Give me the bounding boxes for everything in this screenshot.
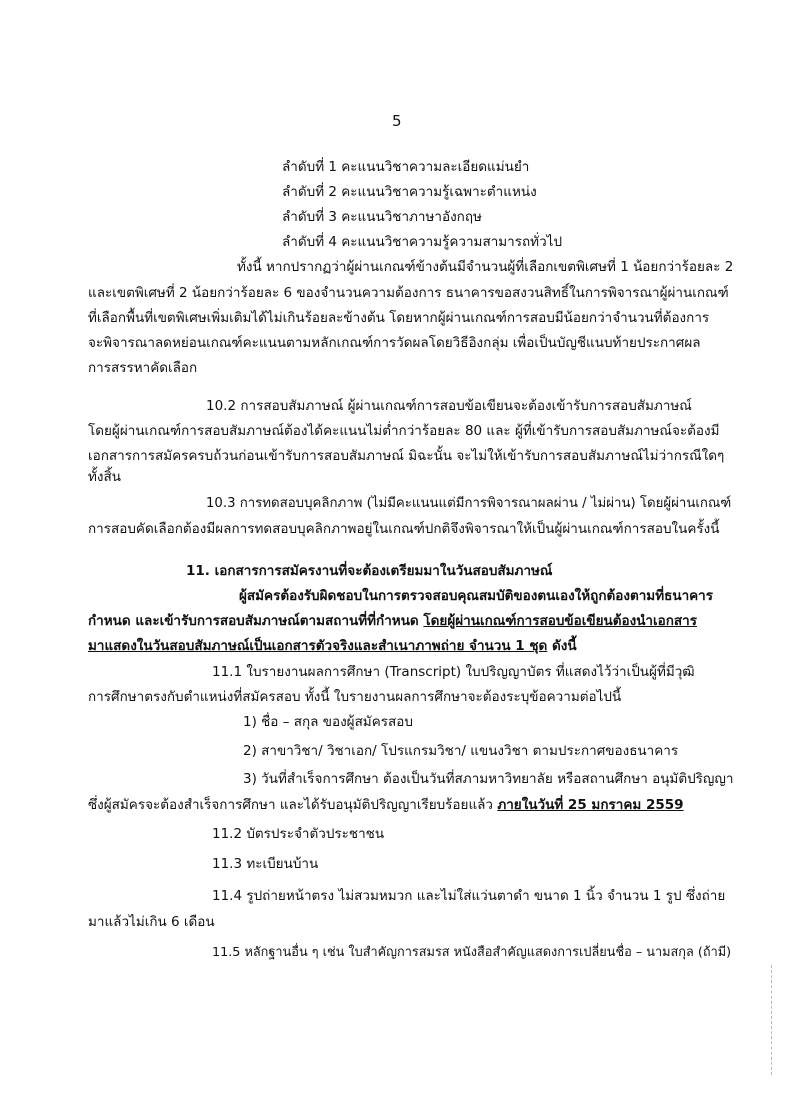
paragraph-line: การสรรหาคัดเลือก <box>88 360 198 376</box>
section-11-2-line: 11.2 บัตรประจำตัวประชาชน <box>212 826 385 842</box>
section-10-2-line: โดยผู้ผ่านเกณฑ์การสอบสัมภาษณ์ต้องได้คะแนนไม่ต่ำกว่าร้อยละ 80 และ ผู้ที่เข้ารับการสอบสัมภาษณ์จะต้องมี <box>88 423 720 439</box>
page-number: 5 <box>392 112 402 130</box>
section-11-underlined-text: มาแสดงในวันสอบสัมภาษณ์เป็นเอกสารตัวจริงและสำเนาภาพถ่าย จำนวน 1 ชุด <box>88 638 548 654</box>
section-11-underlined-text: โดยผู้ผ่านเกณฑ์การสอบข้อเขียนต้องนำเอกสาร <box>423 613 697 629</box>
section-11-line <box>88 637 577 655</box>
paragraph-line: จะพิจารณาลดหย่อนเกณฑ์คะแนนตามหลักเกณฑ์การวัดผลโดยวิธีอิงกลุ่ม เพื่อเป็นบัญชีแนบท้ายประกาศผล <box>88 335 701 351</box>
section-11-4-line: 11.4 รูปถ่ายหน้าตรง ไม่สวมหมวก และไม่ใส่แว่นตาดำ ขนาด 1 นิ้ว จำนวน 1 รูป ซึ่งถ่าย <box>212 888 726 904</box>
item-text: ซึ่งผู้สมัครจะต้องสำเร็จการศึกษา และได้รับอนุมัติปริญญาเรียบร้อยแล้ว <box>88 797 498 813</box>
section-11-text: ดังนี้ <box>547 638 577 654</box>
section-10-3-line: 10.3 การทดสอบบุคลิกภาพ (ไม่มีคะแนนแต่มีการพิจารณาผลผ่าน / ไม่ผ่าน) โดยผู้ผ่านเกณฑ์ <box>206 496 732 511</box>
section-11-3-line: 11.3 ทะเบียนบ้าน <box>212 856 319 872</box>
section-11-5-line: 11.5 หลักฐานอื่น ๆ เช่น ใบสำคัญการสมรส หนังสือสำคัญแสดงการเปลี่ยนชื่อ – นามสกุล (ถ้ามี) <box>212 945 732 960</box>
list-item-continuation <box>88 796 684 814</box>
rank-line: ลำดับที่ 2 คะแนนวิชาความรู้เฉพาะตำแหน่ง <box>282 184 537 200</box>
section-11-heading: 11. เอกสารการสมัครงานที่จะต้องเตรียมมาในวันสอบสัมภาษณ์ <box>186 563 553 579</box>
rank-line: ลำดับที่ 4 คะแนนวิชาความรู้ความสามารถทั่วไป <box>282 234 563 250</box>
rank-line: ลำดับที่ 3 คะแนนวิชาภาษาอังกฤษ <box>282 209 482 225</box>
section-11-1-line: การศึกษาตรงกับตำแหน่งที่สมัครสอบ ทั้งนี้ ใบรายงานผลการศึกษาจะต้องระบุข้อความต่อไปนี้ <box>88 689 622 705</box>
paragraph-line: และเขตพิเศษที่ 2 น้อยกว่าร้อยละ 6 ของจำนวนความต้องการ ธนาคารขอสงวนสิทธิ์ในการพิจารณาผู้ผ่านเกณฑ์ <box>88 285 729 301</box>
section-11-line <box>88 612 697 630</box>
section-11-4-line: มาแล้วไม่เกิน 6 เดือน <box>88 914 215 930</box>
section-10-2-line: 10.2 การสอบสัมภาษณ์ ผู้ผ่านเกณฑ์การสอบข้อเขียนจะต้องเข้ารับการสอบสัมภาษณ์ <box>206 398 692 414</box>
section-11-line: ผู้สมัครต้องรับผิดชอบในการตรวจสอบคุณสมบัติของตนเองให้ถูกต้องตามที่ธนาคาร <box>239 588 714 604</box>
section-11-1-line: 11.1 ใบรายงานผลการศึกษา (Transcript) ใบปริญญาบัตร ที่แสดงไว้ว่าเป็นผู้ที่มีวุฒิ <box>212 664 695 680</box>
rank-line: ลำดับที่ 1 คะแนนวิชาความละเอียดแม่นยำ <box>282 159 530 175</box>
paragraph-line: ทั้งนี้ หากปรากฏว่าผู้ผ่านเกณฑ์ข้างต้นมีจำนวนผู้ที่เลือกเขตพิเศษที่ 1 น้อยกว่าร้อยละ 2 <box>237 259 734 275</box>
section-11-text: กำหนด และเข้ารับการสอบสัมภาษณ์ตามสถานที่ที่กำหนด <box>88 613 424 629</box>
list-item: 3) วันที่สำเร็จการศึกษา ต้องเป็นวันที่สภามหาวิทยาลัย หรือสถานศึกษา อนุมัติปริญญา <box>243 771 734 787</box>
paragraph-line: ที่เลือกพื้นที่เขตพิเศษเพิ่มเติมได้ไม่เกินร้อยละข้างต้น โดยหากผู้ผ่านเกณฑ์การสอบมีน้อยกว่าจำนวนที่ต้องการ <box>88 310 710 326</box>
scan-artifact-line <box>771 965 772 1075</box>
section-10-2-line: ทั้งสิ้น <box>88 469 121 485</box>
deadline-date: ภายในวันที่ 25 มกราคม 2559 <box>497 797 684 813</box>
section-10-2-line: เอกสารการสมัครครบถ้วนก่อนเข้ารับการสอบสัมภาษณ์ มิฉะนั้น จะไม่ให้เข้ารับการสอบสัมภาษณ์ไม่ว่ากรณีใดๆ <box>88 448 725 464</box>
list-item: 1) ชื่อ – สกุล ของผู้สมัครสอบ <box>243 714 413 730</box>
section-10-3-line: การสอบคัดเลือกต้องมีผลการทดสอบบุคลิกภาพอยู่ในเกณฑ์ปกติจึงพิจารณาให้เป็นผู้ผ่านเกณฑ์การสอบในครั้งนี้ <box>88 521 720 537</box>
list-item: 2) สาขาวิชา/ วิชาเอก/ โปรแกรมวิชา/ แขนงวิชา ตามประกาศของธนาคาร <box>243 743 679 759</box>
